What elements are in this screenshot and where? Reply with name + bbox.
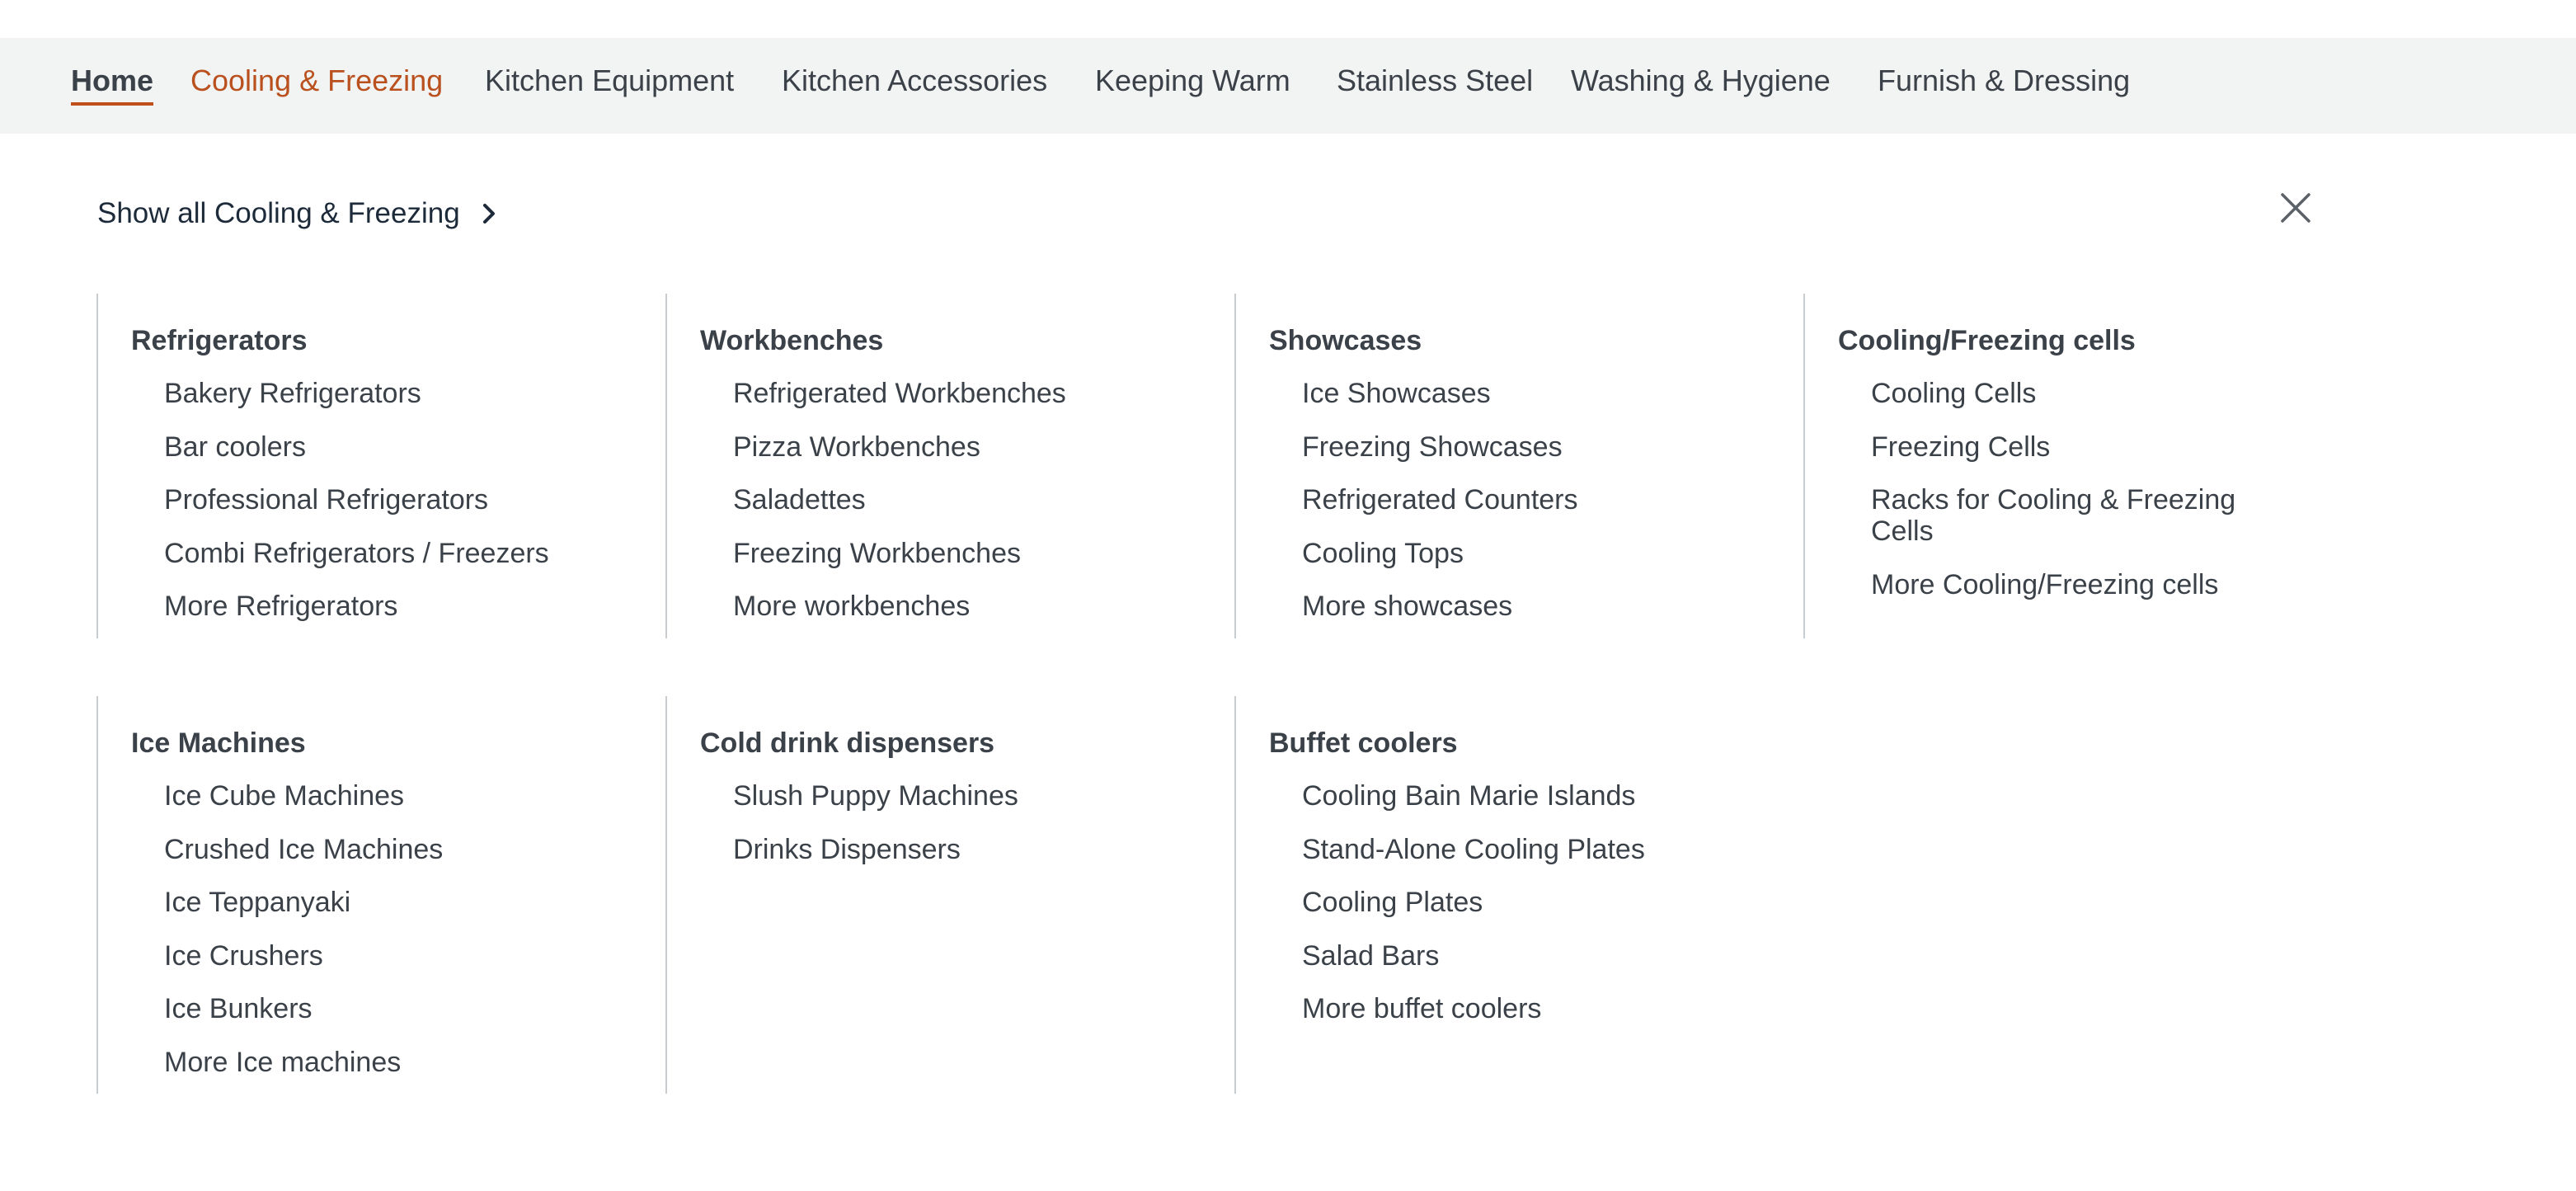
nav-item-washing-hygiene[interactable]: Washing & Hygiene (1571, 64, 1831, 97)
nav-item-cooling-freezing[interactable]: Cooling & Freezing (190, 64, 444, 97)
category-link[interactable]: Ice Teppanyaki (164, 887, 351, 918)
chevron-right-icon (482, 195, 496, 236)
category-link[interactable]: Pizza Workbenches (733, 431, 980, 463)
nav-item-kitchen-accessories[interactable]: Kitchen Accessories (782, 64, 1048, 97)
category-link[interactable]: Ice Crushers (164, 940, 323, 972)
main-nav-bar (0, 38, 2576, 134)
category-link[interactable]: Freezing Cells (1871, 431, 2051, 463)
category-link[interactable]: Ice Bunkers (164, 993, 313, 1024)
category-title: Refrigerators (131, 325, 308, 356)
category-link[interactable]: Freezing Showcases (1302, 431, 1563, 463)
category-link[interactable]: Stand-Alone Cooling Plates (1302, 834, 1645, 865)
category-link[interactable]: Crushed Ice Machines (164, 834, 444, 865)
category-link[interactable]: Slush Puppy Machines (733, 780, 1018, 812)
category-title: Ice Machines (131, 727, 306, 759)
category-link[interactable]: Cooling Cells (1871, 378, 2037, 409)
close-icon (2276, 217, 2315, 231)
category-link[interactable]: Professional Refrigerators (164, 484, 489, 515)
category-link[interactable]: Drinks Dispensers (733, 834, 961, 865)
category-link[interactable]: Bar coolers (164, 431, 306, 463)
category-link[interactable]: More Ice machines (164, 1047, 402, 1078)
category-title: Cooling/Freezing cells (1838, 325, 2136, 356)
category-title: Buffet coolers (1269, 727, 1458, 759)
category-workbenches (665, 294, 1236, 638)
category-showcases (1234, 294, 1805, 638)
category-link[interactable]: More showcases (1302, 591, 1513, 622)
category-title: Cold drink dispensers (700, 727, 995, 759)
category-link[interactable]: More Cooling/Freezing cells (1871, 569, 2219, 600)
nav-item-home[interactable]: Home (71, 38, 153, 134)
category-link[interactable]: Refrigerated Counters (1302, 484, 1578, 515)
category-link[interactable]: More buffet coolers (1302, 993, 1542, 1024)
category-buffet-coolers (1234, 696, 1805, 1094)
category-link[interactable]: Bakery Refrigerators (164, 378, 421, 409)
category-link[interactable]: Refrigerated Workbenches (733, 378, 1066, 409)
show-all-label: Show all Cooling & Freezing (97, 197, 460, 229)
nav-item-keeping-warm[interactable]: Keeping Warm (1095, 64, 1290, 97)
category-link[interactable]: Cooling Bain Marie Islands (1302, 780, 1636, 812)
category-ice-machines (96, 696, 667, 1094)
category-link[interactable]: Combi Refrigerators / Freezers (164, 538, 549, 569)
category-cooling-freezing-cells (1803, 294, 2374, 638)
category-title: Showcases (1269, 325, 1422, 356)
category-link[interactable]: Freezing Workbenches (733, 538, 1021, 569)
category-link[interactable]: Salad Bars (1302, 940, 1440, 972)
category-link[interactable]: Cooling Tops (1302, 538, 1464, 569)
category-link[interactable]: More Refrigerators (164, 591, 398, 622)
category-link[interactable]: More workbenches (733, 591, 971, 622)
nav-item-stainless-steel[interactable]: Stainless Steel (1337, 64, 1534, 97)
category-refrigerators (96, 294, 667, 638)
category-link[interactable]: Saladettes (733, 484, 866, 515)
category-link[interactable]: Cooling Plates (1302, 887, 1483, 918)
category-cold-drink-dispensers (665, 696, 1236, 1094)
nav-item-furnish-dressing[interactable]: Furnish & Dressing (1878, 64, 2131, 97)
close-menu-button[interactable] (2276, 188, 2315, 228)
show-all-link[interactable] (97, 193, 496, 234)
category-title: Workbenches (700, 325, 884, 356)
category-link[interactable]: Racks for Cooling & Freezing Cells (1871, 484, 2236, 547)
category-link[interactable]: Ice Cube Machines (164, 780, 405, 812)
category-link[interactable]: Ice Showcases (1302, 378, 1491, 409)
nav-item-kitchen-equipment[interactable]: Kitchen Equipment (485, 64, 735, 97)
